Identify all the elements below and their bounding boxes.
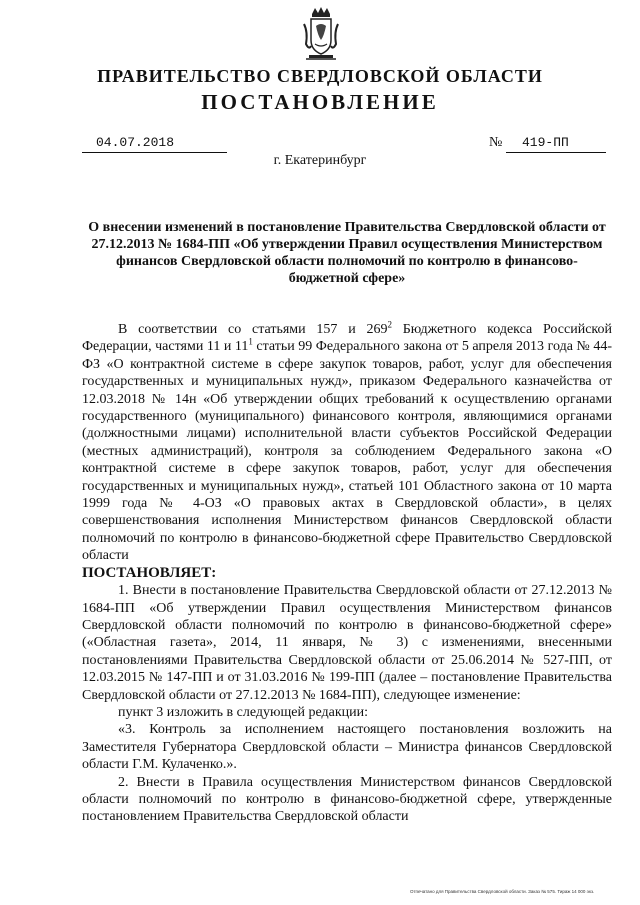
superscript-1: 2	[387, 319, 392, 330]
government-name: ПРАВИТЕЛЬСТВО СВЕРДЛОВСКОЙ ОБЛАСТИ	[97, 66, 543, 86]
item-1-subpoint: пункт 3 изложить в следующей редакции:	[118, 704, 368, 720]
document-date: 04.07.2018	[82, 135, 227, 153]
superscript-2: 1	[248, 336, 253, 347]
resolves-heading: ПОСТАНОВЛЯЕТ:	[82, 564, 217, 581]
coat-of-arms-icon	[302, 6, 340, 62]
preamble-paragraph	[82, 321, 612, 565]
document-number: 419-ПП	[506, 135, 606, 153]
preamble-text-3: статьи 99 Федерального закона от 5 апреля 2013 года № 44-ФЗ «О контрактной системе в сфере закупок товаров, работ, услуг для обеспечения государственных и муниципальных нужд», приказом Федерального казначейства от 12.03.2018 № 14н «Об утверждении общих требований к осуществлению органами государственного (муниципального) финансового контроля, являющимися органами (должностными лицами) исполнительной власти субъектов Российской Федерации (местных администраций), контроля за соблюдением Федерального закона «О контрактной системе в сфере закупок товаров, работ, услуг для обеспечения государственных и муниципальных нужд», статьей 101 Областного закона от 10 марта 1999 года № 4-ОЗ «О правовых актах в Свердловской области», в целях совершенствования исполнения Министерством финансов Свердловской области полномочий по контролю в финансово-бюджетной сфере Правительство Свердловской области	[82, 339, 612, 564]
print-note: Отпечатано для Правительства Свердловской области. Заказ № 575. Тираж 14 000 экз.	[410, 889, 595, 894]
preamble-text-1: В соответствии со статьями 157 и 269	[118, 322, 388, 337]
document-subject: О внесении изменений в постановление Правительства Свердловской области от 27.12.2013 № 1684-ПП «Об утверждении Правил осуществления Министерством финансов Свердловской области полномочий по контролю в финансово-бюджетной сфере»	[88, 220, 606, 286]
preamble-text-2: Бюджетного кодекса Российской Федерации, частями 11 и 11	[82, 322, 612, 355]
number-sign: №	[489, 135, 503, 150]
item-2: 2. Внести в Правила осуществления Министерством финансов Свердловской области полномочий по контролю в финансово-бюджетной сфере, утвержденные постановлением Правительства Свердловской области	[82, 774, 612, 825]
city: г. Екатеринбург	[273, 153, 367, 168]
document-body	[82, 321, 612, 826]
document-type: ПОСТАНОВЛЕНИЕ	[201, 90, 439, 114]
item-1-quote: «3. Контроль за исполнением настоящего постановления возложить на Заместителя Губернатора Свердловской области – Министра финансов Свердловской области Г.М. Кулаченко.».	[82, 722, 612, 773]
item-1: 1. Внести в постановление Правительства Свердловской области от 27.12.2013 № 1684-ПП «Об утверждении Правил осуществления Министерством финансов Свердловской области полномочий по контролю в финансово-бюджетной сфере» («Областная газета», 2014, 11 января, № 3) с изменениями, внесенными постановлениями Правительства Свердловской области от 25.06.2014 № 527-ПП, от 12.03.2015 № 147-ПП и от 31.03.2016 № 199-ПП (далее – постановление Правительства Свердловской области от 27.12.2013 № 1684-ПП), следующее изменение:	[82, 583, 612, 703]
